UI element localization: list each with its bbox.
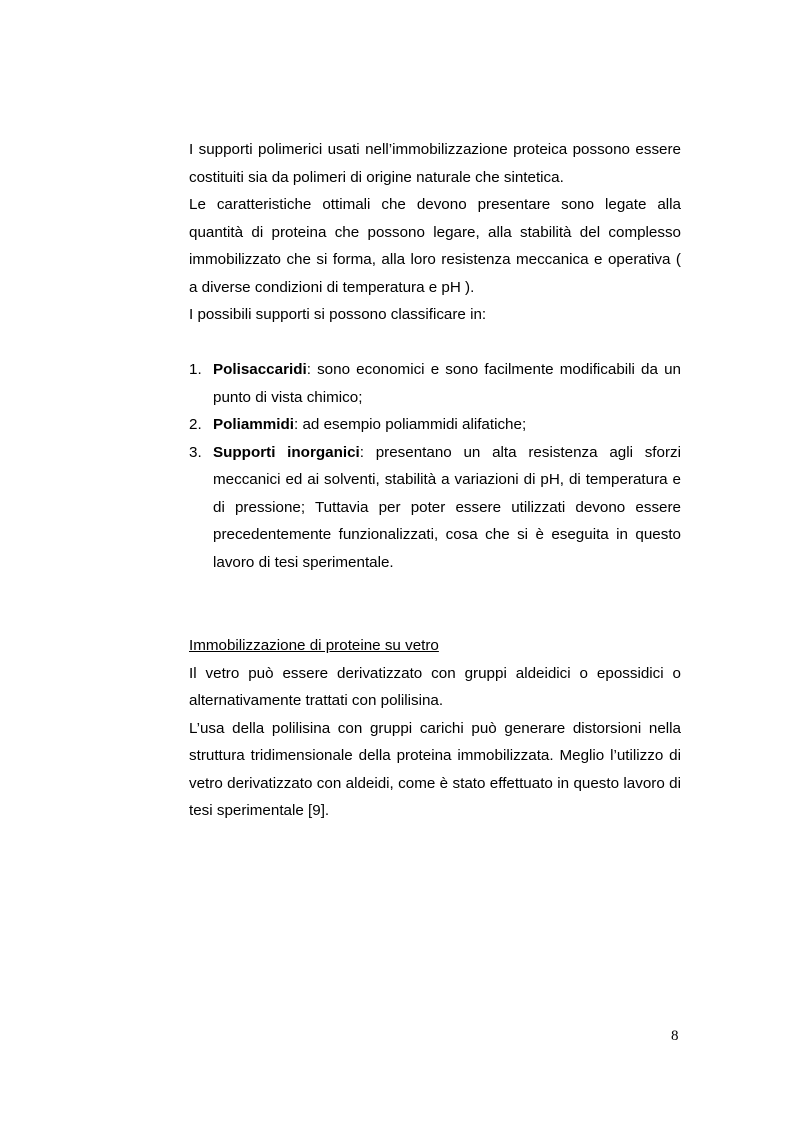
section-paragraph-2: L’usa della polilisina con gruppi carichi può generare distorsioni nella struttura tridimensionale della proteina immobilizzata. Meglio l’utilizzo di vetro derivatizzato con aldeidi, come è stato effettuato in questo lavoro di tesi sperimentale [9].: [189, 719, 681, 819]
list-item-term: Supporti inorganici: [213, 443, 360, 461]
list-item-term: Polisaccaridi: [213, 361, 307, 378]
intro-paragraph-1: I supporti polimerici usati nell’immobilizzazione proteica possono essere costituiti sia da polimeri di origine naturale che sintetica.: [189, 141, 681, 186]
supports-list: [189, 356, 681, 576]
list-item-text: : ad esempio poliammidi alifatiche;: [294, 416, 527, 433]
intro-block: [189, 136, 681, 329]
list-item-text: : sono economici e sono facilmente modificabili da un punto di vista chimico;: [213, 361, 681, 406]
page-number: 8: [671, 1028, 679, 1044]
intro-paragraph-3: I possibili supporti si possono classificare in:: [189, 306, 487, 323]
list-item: [189, 411, 681, 439]
section-heading: Immobilizzazione di proteine su vetro: [189, 637, 439, 654]
list-item-number: 3.: [189, 443, 202, 461]
list-item-number: 2.: [189, 416, 202, 433]
list-item: [189, 439, 681, 577]
glass-section: [189, 632, 681, 825]
list-item: [189, 356, 681, 411]
list-item-number: 1.: [189, 361, 202, 378]
section-paragraph-1: Il vetro può essere derivatizzato con gruppi aldeidici o epossidici o alternativamente trattati con polilisina.: [189, 664, 681, 709]
list-item-text: : presentano un alta resistenza agli sforzi meccanici ed ai solventi, stabilità a variazioni di pH, di temperatura e di pressione; Tuttavia per poter essere utilizzati devono essere precedentemente funzionalizzati, cosa che si è eseguita in questo lavoro di tesi sperimentale.: [213, 443, 681, 571]
intro-paragraph-2: Le caratteristiche ottimali che devono presentare sono legate alla quantità di proteina che possono legare, alla stabilità del complesso immobilizzato che si forma, alla loro resistenza meccanica e operativa ( a diverse condizioni di temperatura e pH ).: [189, 196, 681, 296]
list-item-term: Poliammidi: [213, 416, 295, 433]
